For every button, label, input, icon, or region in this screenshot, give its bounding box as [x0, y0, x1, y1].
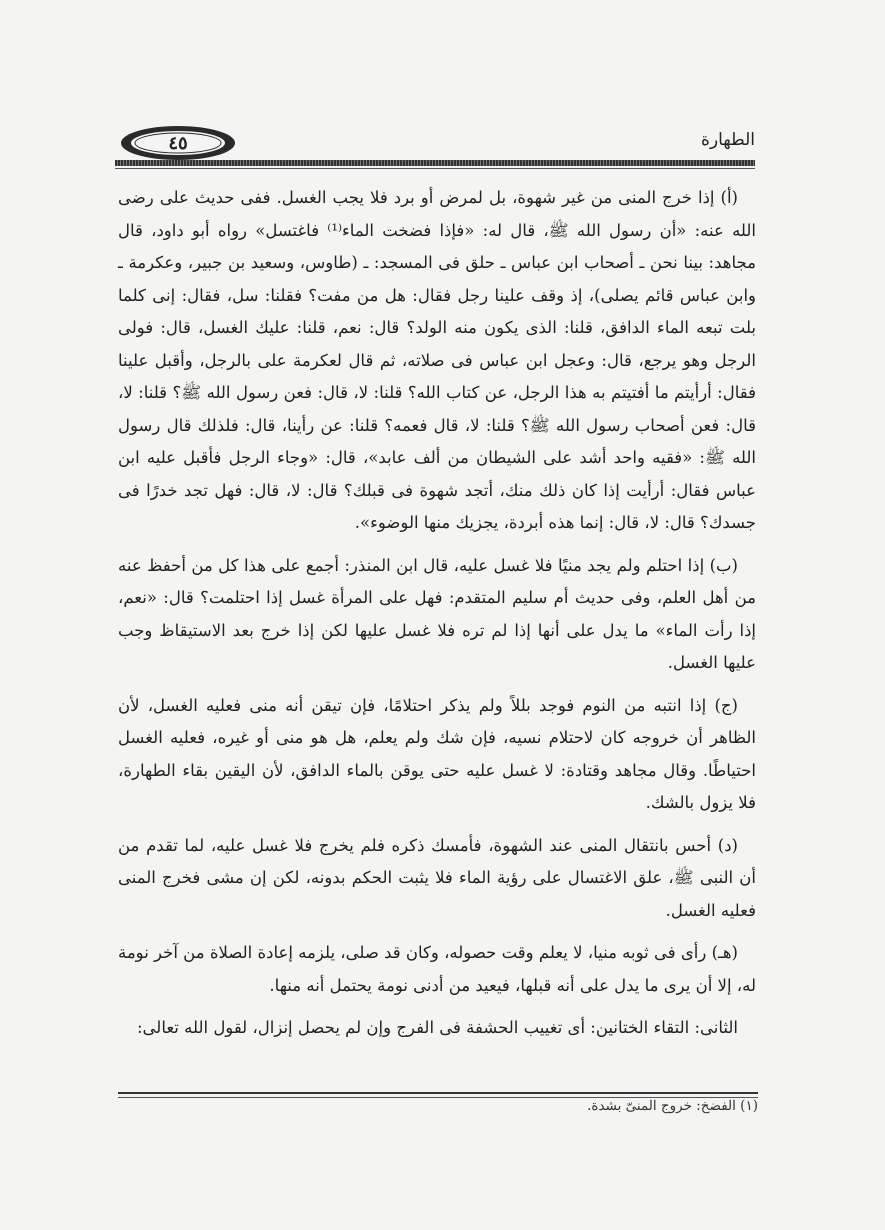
page-number-ornament: [119, 124, 237, 162]
paragraph-d: (د) أحس بانتقال المنى عند الشهوة، فأمسك ذكره فلم يخرج فلا غسل عليه، لما تقدم من أن النبى ﷺ، علق الاغتسال على رؤية الماء فلا يثبت الحكم بدونه، لكن إن مشى فخرج المنى فعليه الغسل.: [118, 835, 756, 920]
paragraph-a: (أ) إذا خرج المنى من غير شهوة، بل لمرض أو برد فلا يجب الغسل. ففى حديث على رضى الله عنه: «أن رسول الله ﷺ، قال له: «فإذا فضخت الماء⁽¹⁾ فاغتسل» رواه أبو داود، قال مجاهد: بينا نحن ـ أصحاب ابن عباس ـ حلق فى المسجد: ـ (طاوس، وسعيد بن جبير، وعكرمة ـ وابن عباس قائم يصلى)، إذ وقف علينا رجل فقال: هل من مفت؟ فقلنا: سل، فقال: إنى كلما بلت تبعه الماء الدافق، قلنا: الذى يكون منه الولد؟ قال: نعم، قلنا: عليك الغسل، قال: فولى الرجل وهو يرجع، قال: وعجل ابن عباس فى صلاته، ثم قال لعكرمة على بالرجل، وأقبل علينا فقال: أرأيتم ما أفتيتم به هذا الرجل، عن كتاب الله؟ قلنا: لا، قال: فعن رسول الله ﷺ؟ قلنا: لا، قال: فعن أصحاب رسول الله ﷺ؟ قلنا: لا، قال فعمه؟ قلنا: عن رأينا، قال: فلذلك قال رسول الله ﷺ: «فقيه واحد أشد على الشيطان من ألف عابد»، قال: «وجاء الرجل فأقبل عليه ابن عباس فقال: أرأيت إذا كان ذلك منك، أتجد شهوة فى قبلك؟ قال: لا، قال: فهل تجد خدرًا فى جسدك؟ قال: لا، قال: إنما هذه أبردة، يجزيك منها الوضوء».: [118, 188, 756, 532]
chapter-title: الطهارة: [701, 130, 755, 150]
paragraph-e: (هـ) رأى فى ثوبه منيا، لا يعلم وقت حصوله، وكان قد صلى، يلزمه إعادة الصلاة من آخر نومة له، إلا أن يرى ما يدل على أنه قبلها، فيعيد من أدنى نومة يحتمل أنه منها.: [118, 943, 756, 995]
header-rule-thin: [115, 168, 755, 169]
footnote: (١) الفضخ: خروج المنىّ بشدة.: [587, 1098, 758, 1114]
page-number: ٤٥: [168, 132, 188, 154]
header-rule: [115, 160, 755, 166]
paragraph-c: (ج) إذا انتبه من النوم فوجد بللاً ولم يذكر احتلامًا، فإن تيقن أنه منى فعليه الغسل، لأن الظاهر أن خروجه كان لاحتلام نسيه، فإن شك ولم يعلم، هل هو منى أو غيره، فعليه الغسل احتياطًا. وقال مجاهد وقتادة: لا غسل عليه حتى يوقن بالماء الدافق، لأن اليقين بقاء الطهارة، فلا يزول بالشك.: [118, 695, 756, 812]
page-header: [115, 120, 755, 170]
paragraph-b: (ب) إذا احتلم ولم يجد منيًا فلا غسل عليه، قال ابن المنذر: أجمع على هذا كل من أحفظ عنه من أهل العلم، وفى حديث أم سليم المتقدم: فهل على المرأة غسل إذا احتلمت؟ قال: «نعم، إذا رأت الماء» ما يدل على أنها إذا لم تره فلا غسل عليها لكن إذا خرج بعد الاستيقاظ وجب عليها الغسل.: [118, 555, 756, 672]
body-text: [118, 182, 756, 1045]
paragraph-second-condition: الثانى: التقاء الختانين: أى تغييب الحشفة فى الفرج وإن لم يحصل إنزال، لقول الله تعالى:: [136, 1018, 738, 1037]
